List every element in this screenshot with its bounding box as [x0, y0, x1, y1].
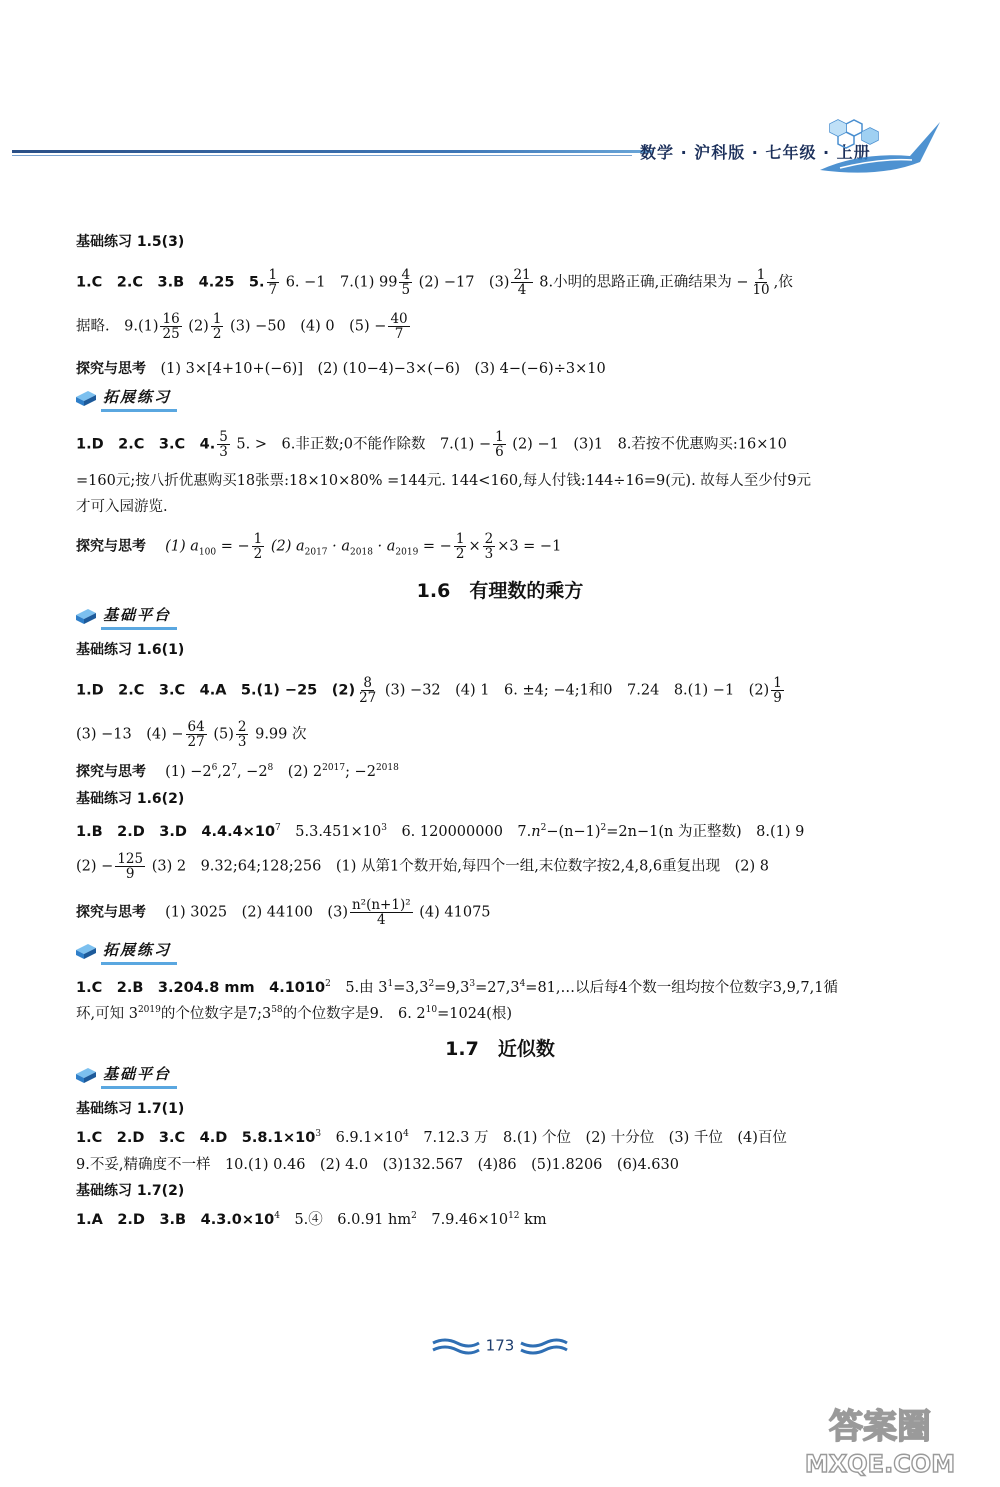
think-label: 探究与思考 [76, 361, 146, 377]
answer-line-9 [76, 720, 307, 749]
svg-text:答案圈: 答案圈 [829, 1407, 931, 1447]
answer-text: 据略. 9.(1) [76, 318, 159, 335]
book-icon [74, 942, 98, 960]
answer-text: 1.D 2.C 3.C 4.A 5.(1) −25 (2) [76, 682, 356, 699]
header-rule-thin [12, 155, 632, 156]
answer-line-12: (2) − $\frac{125}{9}$ (3) 2 9.32;64;128;256 (1) 从第1个数开始,每四个一组,末位数字按2,4,8,6重复出现 (2) 8 [76, 851, 770, 883]
fraction: $\frac{16}{25}$ [162, 311, 180, 343]
think-label: 探究与思考 [76, 904, 146, 921]
badge-label: 拓展练习 [101, 384, 177, 412]
book-icon [74, 389, 98, 407]
think-label: 探究与思考 [76, 538, 146, 555]
fraction: $\frac{8}{27}$ [359, 675, 377, 707]
answer-line-17: 9.不妥,精确度不一样 10.(1) 0.46 (2) 4.0 (3)132.567 (4)86 (5)1.8206 (6)4.630 [76, 1157, 679, 1173]
fraction: $\frac{40}{7}$ [390, 311, 408, 343]
fraction: $\frac{2}{3}$ [237, 719, 247, 751]
answer-text: 1.C 2.C 3.B 4.25 5. [76, 274, 265, 291]
think-line-4: 探究与思考 (1) 3025 (2) 44100 (3) $\frac{\text{n²(n+1)²}}{4}$ (4) 41075 [76, 897, 491, 929]
answer-line-4 [76, 430, 787, 459]
header-rule [12, 150, 652, 153]
exercise-label-1-7-1: 基础练习 1.7(1) [76, 1101, 185, 1117]
answer-line-14: 1.C 2.B 3.204.8 mm 4.1010$^2$ 5.由 $3^1=3,3^2=9,3^3=27,3^4=81,\dots$以后每4个数一组均按个位数字3,9,7,1循 [76, 979, 838, 996]
answer-line-16: 1.C 2.D 3.C 4.D $5.8.1\times 10^3$ $6.9.1\times 10^4$ 7.12.3 万 8.(1) 个位 (2) 十分位 (3) 千位 (4)百位 [76, 1129, 787, 1146]
answer-text: ,依 [773, 274, 793, 291]
fraction: $\frac{\text{n²(n+1)²}}{4}$ [351, 897, 411, 929]
answer-line-8 [76, 676, 786, 705]
answer-text: (2) a [270, 538, 305, 555]
fraction: $\frac{5}{3}$ [219, 429, 228, 461]
answer-line-6: 才可入园游览. [76, 499, 168, 515]
wave-left-icon [431, 1335, 481, 1357]
answer-line-5: =160元;按八折优惠购买18张票:18×10×80% =144元. 144<160,每人付钱:144÷16=9(元). 故每人至少付9元 [76, 473, 812, 489]
exercise-label-1-5-3: 基础练习 1.5(3) [76, 234, 185, 250]
section-title-1-6: 1.6 有理数的乘方 [416, 580, 584, 602]
think-line-2: 探究与思考 (1) $a_{100}$ = − $\frac{1}{2}$ (2) $a_{2017} \cdot a_{2018} \cdot a_{2019}$ = − $\frac{1}{2}$ × $\frac{2}{3}$ ×3 = −1 [76, 531, 562, 563]
fraction: $\frac{1}{9}$ [773, 675, 782, 707]
answer-text: = − [220, 538, 250, 555]
book-icon [74, 1066, 98, 1084]
svg-text:MXQE.COM: MXQE.COM [804, 1450, 956, 1478]
badge-tuozhan [74, 385, 177, 411]
answer-text: (2) −1 (3)1 8.若按不优惠购买:16×10 [512, 436, 787, 453]
fraction: $\frac{64}{27}$ [187, 719, 205, 751]
fraction: $\frac{125}{9}$ [117, 851, 144, 883]
answer-text: · a [332, 538, 351, 555]
exercise-label-1-6-2: 基础练习 1.6(2) [76, 791, 185, 807]
answer-text: 1.D 2.C 3.C 4. [76, 436, 216, 453]
page-number: 173 [485, 1336, 515, 1355]
answer-text: (2) −17 (3) [418, 274, 510, 291]
fraction: $\frac{1}{2}$ [455, 531, 465, 563]
badge-jichu [74, 603, 177, 629]
answer-line-1 [76, 268, 793, 297]
watermark-logo [770, 1400, 990, 1480]
answer-text: · a [377, 538, 396, 555]
answer-text: (1) 3×[4+10+(−6)] (2) (10−4)−3×(−6) (3) 4−(−6)÷3×10 [160, 361, 606, 377]
answer-text: (5) [213, 726, 234, 743]
book-icon [74, 607, 98, 625]
book-title: 数学 · 沪科版 · 七年级 · 上册 [640, 143, 871, 162]
wave-right-icon [519, 1335, 569, 1357]
think-line-1 [76, 362, 606, 377]
badge-label: 基础平台 [101, 602, 177, 630]
fraction: $\frac{4}{5}$ [401, 267, 411, 299]
badge-jichu-2 [74, 1062, 177, 1088]
answer-line-18: 1.A 2.D 3.B $4.3.0\times 10^4$ 5.④ 6.0.91 $hm^2$ $7.9.46\times 10^{12}$ km [76, 1211, 547, 1228]
fraction: $\frac{1}{2}$ [212, 311, 222, 343]
think-line-3: 探究与思考 $(1) -2^6,2^7$, $-2^8$ (2) $2^{2017}$; $-2^{2018}$ [76, 763, 399, 780]
fraction: $\frac{1}{10}$ [752, 267, 770, 299]
badge-tuozhan-2 [74, 938, 177, 964]
fraction: $\frac{1}{6}$ [495, 429, 504, 461]
fraction: $\frac{21}{4}$ [513, 267, 531, 299]
answer-text: (3) −13 (4) − [76, 726, 184, 743]
answer-text: 9.99 次 [255, 726, 307, 743]
header-logo-icon [800, 112, 950, 182]
answer-line-11: 1.B 2.D 3.D $4.4.4\times 10^7$ $5.3.451\times 10^3$ 6. 120000000 $7.n^2-(n-1)^2=2n-1(n$ 为正整数) 8.(1) 9 [76, 823, 805, 840]
think-label: 探究与思考 [76, 763, 146, 780]
answer-text: 5. > 6.非正数;0不能作除数 7.(1) − [236, 436, 492, 453]
section-title-1-7: 1.7 近似数 [445, 1038, 555, 1060]
fraction: $\frac{2}{3}$ [484, 531, 494, 563]
answer-line-15: 环,可知 $3^{2019}$的个位数字是$7;3^{58}$的个位数字是9. 6. $2^{10}=1024$(根) [76, 1005, 512, 1022]
answer-line-2 [76, 312, 412, 341]
fraction: $\frac{1}{7}$ [268, 267, 278, 299]
exercise-label-1-6-1: 基础练习 1.6(1) [76, 642, 185, 658]
answer-text: 8.小明的思路正确,正确结果为 − [539, 274, 749, 291]
badge-label: 拓展练习 [101, 937, 177, 965]
answer-text: (1) a [165, 538, 199, 555]
answer-text: (3) −32 (4) 1 6. ±4; −4;1和0 7.24 8.(1) −1 (2) [384, 682, 770, 699]
badge-label: 基础平台 [101, 1061, 177, 1089]
answer-text: 6. −1 7.(1) 99 [285, 274, 398, 291]
exercise-label-1-7-2: 基础练习 1.7(2) [76, 1183, 185, 1199]
answer-text: (3) −50 (4) 0 (5) − [230, 318, 387, 335]
answer-text: = − [422, 538, 452, 555]
page-footer [0, 1335, 1000, 1357]
answer-text: (2) [188, 318, 209, 335]
fraction: $\frac{1}{2}$ [253, 531, 263, 563]
